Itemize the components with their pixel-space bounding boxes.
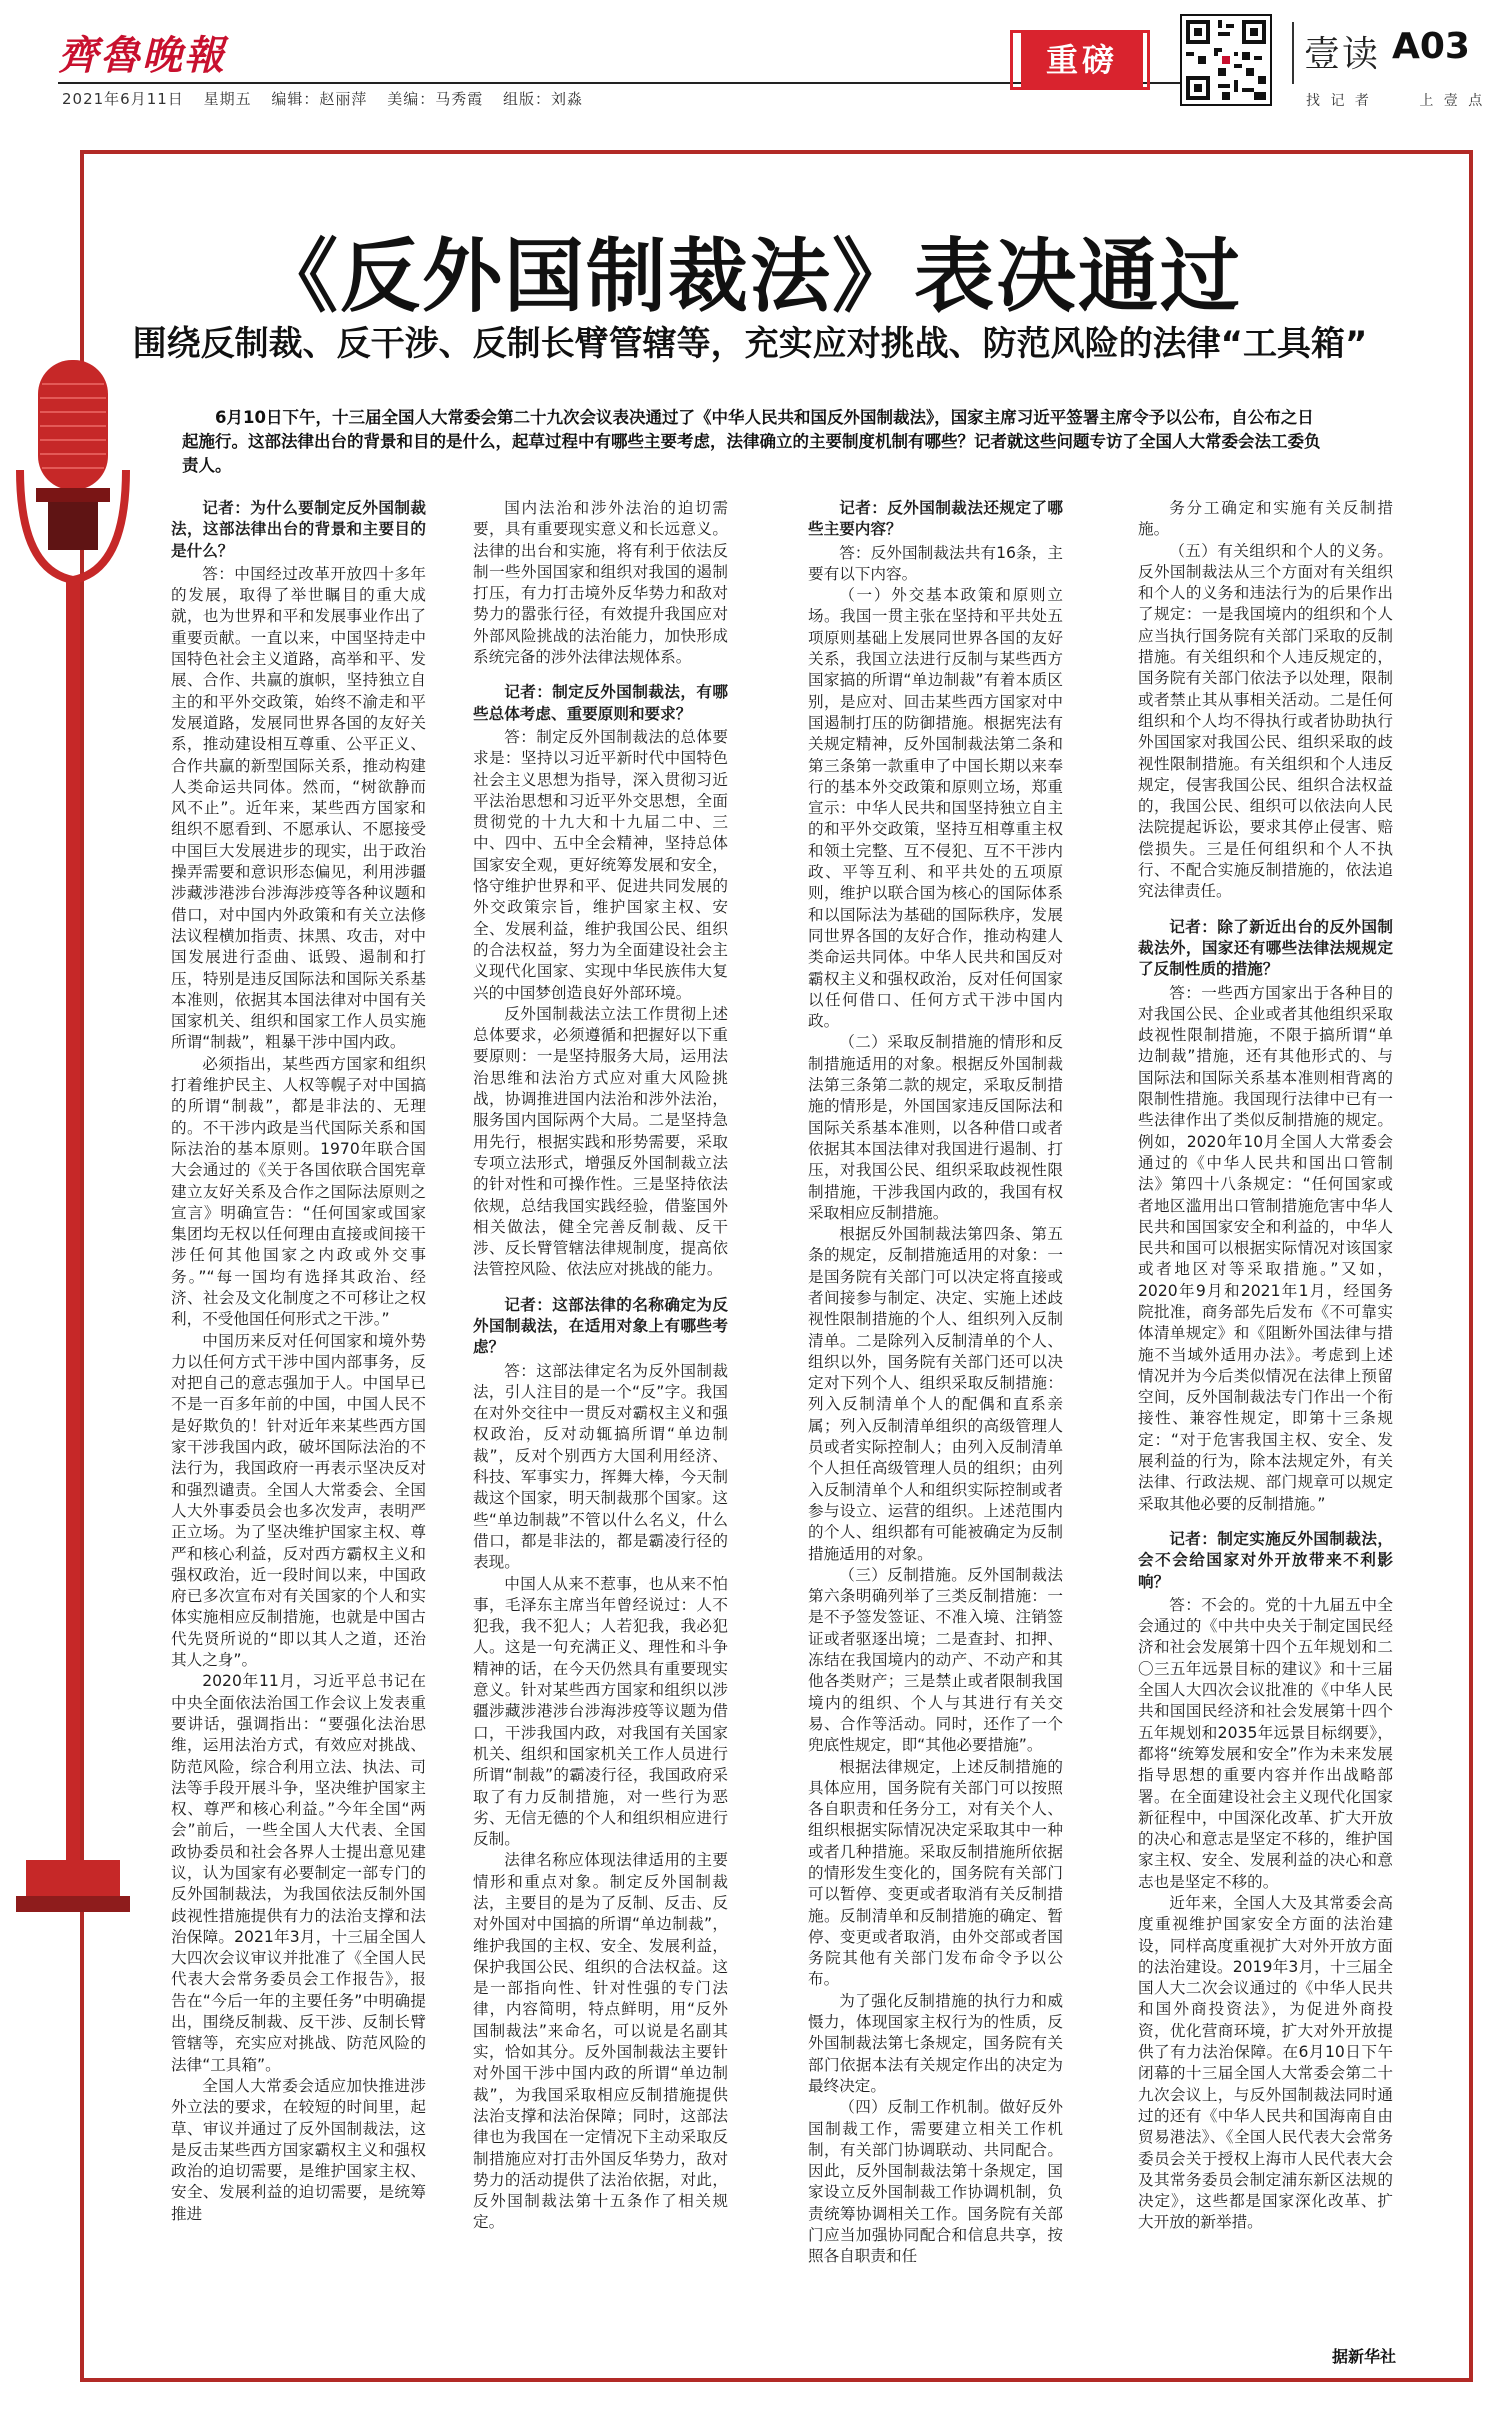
issue-weekday: 星期五 xyxy=(203,90,252,108)
microphone-icon xyxy=(0,360,150,1960)
article-paragraph: 2020年11月，习近平总书记在中央全面依法治国工作会议上发表重要讲话，强调指出：“要强化法治思维，运用法治方式，有效应对挑战、防范风险，综合利用立法、执法、司法等手段开展斗争，坚决维护国家主权、尊严和核心利益。”今年全国“两会”前后，一些全国人大代表、全国政协委员和社会各界人士提出意见建议，认为国家有必要制定一部专门的反外国制裁法，为我国依法反制外国歧视性措施提供有力的法治支撑和法治保障。2021年3月，十三届全国人大四次会议审议并批准了《全国人民代表大会常务委员会工作报告》，报告在“今后一年的主要任务”中明确提出，围绕反制裁、反干涉、反制长臂管辖等，充实应对挑战、防范风险的法律“工具箱”。 xyxy=(171,1672,426,2074)
qr-caption-right: 上 壹 点 xyxy=(1419,93,1486,109)
article-paragraph: 务分工确定和实施有关反制措施。 xyxy=(1138,499,1393,539)
article-paragraph: 答：中国经过改革开放四十多年的发展，取得了举世瞩目的重大成就，也为世界和平和发展事业作出了重要贡献。一直以来，中国坚持走中国特色社会主义道路，高举和平、发展、合作、共赢的旗帜，坚持独立自主的和平外交政策，始终不渝走和平发展道路，发展同世界各国的友好关系，推动建设相互尊重、公平正义、合作共赢的新型国际关系，推动构建人类命运共同体。然而，“树欲静而风不止”。近年来，某些西方国家和组织不愿看到、不愿承认、不愿接受中国巨大发展进步的现实，出于政治操弄需要和意识形态偏见，利用涉疆涉藏涉港涉台涉海涉疫等各种议题和借口，对中国内外政策和有关立法修法议程横加指责、抹黑、攻击，对中国发展进行歪曲、诋毁、遏制和打压，特别是违反国际法和国际关系基本准则，依据其本国法律对中国有关国家机关、组织和国家工作人员实施所谓“制裁”，粗暴干涉中国内政。 xyxy=(171,564,426,1052)
article-paragraph: 全国人大常委会适应加快推进涉外立法的要求，在较短的时间里，起草、审议并通过了反外国制裁法，这是反击某些西方国家霸权主义和强权政治的迫切需要，是维护国家主权、安全、发展利益的迫切需要，是统筹推进 xyxy=(171,2076,426,2223)
layout-credit: 组版：刘淼 xyxy=(502,90,583,108)
article-paragraph: （三）反制措施。反外国制裁法第六条明确列举了三类反制措施：一是不予签发签证、不准入境、注销签证或者驱逐出境；二是查封、扣押、冻结在我国境内的动产、不动产和其他各类财产；三是禁止或者限制我国境内的组织、个人与其进行有关交易、合作等活动。同时，还作了一个兜底性规定，即“其他必要措施”。 xyxy=(808,1565,1063,1755)
article-paragraph: 必须指出，某些西方国家和组织打着维护民主、人权等幌子对中国搞的所谓“制裁”，都是非法的、无理的。不干涉内政是当代国际关系和国际法治的基本原则。1970年联合国大会通过的《关于各国依联合国宪章建立友好关系及合作之国际法原则之宣言》明确宣告：“任何国家或国家集团均无权以任何理由直接或间接干涉任何其他国家之内政或外交事务。”“每一国均有选择其政治、经济、社会及文化制度之不可移让之权利，不受他国任何形式之干涉。” xyxy=(171,1054,426,1329)
article-paragraph: 法律名称应体现法律适用的主要情形和重点对象。制定反外国制裁法，主要目的是为了反制、反击、反对外国对中国搞的所谓“单边制裁”，维护我国的主权、安全、发展利益，保护我国公民、组织的合法权益。这是一部指向性、针对性强的专门法律，内容简明，特点鲜明，用“反外国制裁法”来命名，可以说是名副其实，恰如其分。反外国制裁法主要针对外国干涉中国内政的所谓“单边制裁”，为我国采取相应反制措施提供法治支撑和法治保障；同时，这部法律也为我国在一定情况下主动采取反制措施应对打击外国反华势力，敌对势力的活动提供了法治依据，对此，反外国制裁法第十五条作了相关规定。 xyxy=(473,1851,728,2232)
article-column-4 xyxy=(1138,498,1393,2234)
article-paragraph: （二）采取反制措施的情形和反制措施适用的对象。根据反外国制裁法第三条第二款的规定，采取反制措施的情形是，外国国家违反国际法和国际关系基本准则，以各种借口或者依据其本国法律对我国进行遏制、打压，对我国公民、组织采取歧视性限制措施，干涉我国内政的，我国有权采取相应反制措施。 xyxy=(808,1033,1063,1222)
article-column-3 xyxy=(808,498,1063,2268)
article-paragraph: 反外国制裁法立法工作贯彻上述总体要求，必须遵循和把握好以下重要原则：一是坚持服务大局，运用法治思维和法治方式应对重大风险挑战，协调推进国内法治和涉外法治，服务国内国际两个大局。二是坚持急用先行，根据实践和形势需要，采取专项立法形式，增强反外国制裁立法的针对性和可操作性。三是坚持依法依规，总结我国实践经验，借鉴国外相关做法，健全完善反制裁、反干涉、反长臂管辖法律规制度，提高依法管控风险、依法应对挑战的能力。 xyxy=(473,1004,728,1279)
section-badge-label: 重磅 xyxy=(1021,31,1143,89)
article-paragraph: 答：不会的。党的十九届五中全会通过的《中共中央关于制定国民经济和社会发展第十四个五年规划和二〇三五年远景目标的建议》和十三届全国人大四次会议批准的《中华人民共和国国民经济和社会发展第十四个五年规划和2035年远景目标纲要》，都将“统筹发展和安全”作为未来发展指导思想的重要内容并作出战略部署。在全面建设社会主义现代化国家新征程中，中国深化改革、扩大开放的决心和意志是坚定不移的，维护国家主权、安全、发展利益的决心和意志也是坚定不移的。 xyxy=(1138,1595,1393,1891)
interview-question: 记者：除了新近出台的反外国制裁法外，国家还有哪些法律法规规定了反制性质的措施？ xyxy=(1138,917,1393,979)
qr-code-icon[interactable] xyxy=(1180,14,1272,106)
article-paragraph: （四）反制工作机制。做好反外国制裁工作，需要建立相关工作机制，有关部门协调联动、共同配合。因此，反外国制裁法第十条规定，国家设立反外国制裁工作协调机制，负责统筹协调相关工作。国务院有关部门应当加强协同配合和信息共享，按照各自职责和任 xyxy=(808,2098,1063,2266)
article-column-1 xyxy=(171,498,426,2225)
masthead xyxy=(0,0,1500,140)
article-lede: 6月10日下午，十三届全国人大常委会第二十九次会议表决通过了《中华人民共和国反外国制裁法》，国家主席习近平签署主席令予以公布，自公布之日起施行。这部法律出台的背景和目的是什么，起草过程中有哪些主要考虑，法律确立的主要制度机制有哪些？记者就这些问题专访了全国人大常委会法工委负责人。 xyxy=(182,408,1321,475)
article-paragraph: 答：这部法律定名为反外国制裁法，引人注目的是一个“反”字。我国在对外交往中一贯反对霸权主义和强权政治，反对动辄搞所谓“单边制裁”，反对个别西方大国利用经济、科技、军事实力，挥舞大棒，今天制裁这个国家，明天制裁那个国家。这些“单边制裁”不管以什么名义，什么借口，都是非法的，都是霸凌行径的表现。 xyxy=(473,1361,728,1572)
art-editor-credit: 美编：马秀霞 xyxy=(387,90,484,108)
editor-credit: 编辑：赵丽萍 xyxy=(271,90,368,108)
page-number: A03 xyxy=(1392,26,1470,67)
interview-question: 记者：制定反外国制裁法，有哪些总体考虑、重要原则和要求？ xyxy=(473,683,728,723)
newspaper-logo: 齊魯晚報 xyxy=(58,32,226,79)
article-paragraph: （五）有关组织和个人的义务。反外国制裁法从三个方面对有关组织和个人的义务和违法行为的后果作出了规定：一是我国境内的组织和个人应当执行国务院有关部门采取的反制措施。有关组织和个人违反规定的，国务院有关部门依法予以处理，限制或者禁止其从事相关活动。二是任何组织和个人均不得执行或者协助执行外国国家对我国公民、组织采取的歧视性限制措施。有关组织和个人违反规定，侵害我国公民、组织合法权益的，我国公民、组织可以依法向人民法院提起诉讼，要求其停止侵害、赔偿损失。三是任何组织和个人不执行、不配合实施反制措施的，依法追究法律责任。 xyxy=(1138,541,1393,901)
interview-question: 记者：为什么要制定反外国制裁法，这部法律出台的背景和主要目的是什么？ xyxy=(171,499,426,560)
article-paragraph: 答：反外国制裁法共有16条，主要有以下内容。 xyxy=(808,543,1063,583)
article-paragraph: 国内法治和涉外法治的迫切需要，具有重要现实意义和长远意义。法律的出台和实施，将有利于依法反制一些外国国家和组织对我国的遏制打压，有力打击境外反华势力和敌对势力的嚣张行径，有效提升我国应对外部风险挑战的法治能力，加快形成系统完备的涉外法律法规体系。 xyxy=(473,499,728,667)
dateline xyxy=(62,88,597,109)
issue-date: 2021年6月11日 xyxy=(62,90,184,108)
subheadline: 围绕反制裁、反干涉、反制长臂管辖等，充实应对挑战、防范风险的法律“工具箱” xyxy=(132,324,1368,364)
section-badge xyxy=(1010,30,1150,90)
article-paragraph: 根据反外国制裁法第四条、第五条的规定，反制措施适用的对象：一是国务院有关部门可以决定将直接或者间接参与制定、决定、实施上述歧视性限制措施的个人、组织列入反制清单。二是除列入反制清单的个人、组织以外，国务院有关部门还可以决定对下列个人、组织采取反制措施：列入反制清单个人的配偶和直系亲属；列入反制清单组织的高级管理人员或者实际控制人；由列入反制清单个人担任高级管理人员的组织；由列入反制清单个人和组织实际控制或者参与设立、运营的组织。上述范围内的个人、组织都有可能被确定为反制措施适用的对象。 xyxy=(808,1225,1063,1563)
qr-caption xyxy=(1306,90,1485,110)
interview-question: 记者：制定实施反外国制裁法，会不会给国家对外开放带来不利影响？ xyxy=(1138,1529,1393,1591)
section-name: 壹读 xyxy=(1304,34,1381,75)
article-paragraph: 近年来，全国人大及其常委会高度重视维护国家安全方面的法治建设，同样高度重视扩大对外开放方面的法治建设。2019年3月，十三届全国人大二次会议通过的《中华人民共和国外商投资法》，为促进外商投资，优化营商环境，扩大对外开放提供了有力法治保障。在6月10日下午闭幕的十三届全国人大常委会第二十九次会议上，与反外国制裁法同时通过的还有《中华人民共和国海南自由贸易港法》、《全国人民代表大会常务委员会关于授权上海市人民代表大会及其常务委员会制定浦东新区法规的决定》，这些都是国家深化改革、扩大开放的新举措。 xyxy=(1138,1894,1393,2232)
article-paragraph: 为了强化反制措施的执行力和威慑力，体现国家主权行为的性质，反外国制裁法第七条规定，国务院有关部门依据本法有关规定作出的决定为最终决定。 xyxy=(808,1991,1063,2095)
qr-code-graphic xyxy=(1182,16,1270,104)
interview-question: 记者：这部法律的名称确定为反外国制裁法，在适用对象上有哪些考虑？ xyxy=(473,1295,728,1357)
article-paragraph: 答：制定反外国制裁法的总体要求是：坚持以习近平新时代中国特色社会主义思想为指导，深入贯彻习近平法治思想和习近平外交思想，全面贯彻党的十九大和十九届二中、三中、四中、五中全会精神，坚持总体国家安全观，更好统筹发展和安全，恪守维护世界和平、促进共同发展的外交政策宗旨，维护国家主权、安全、发展利益，维护我国公民、组织的合法权益，努力为全面建设社会主义现代化国家、实现中华民族伟大复兴的中国梦创造良好外部环境。 xyxy=(473,727,728,1002)
masthead-separator xyxy=(1292,22,1294,84)
source-byline: 据新华社 xyxy=(1332,2347,1397,2366)
article-paragraph: 答：一些西方国家出于各种目的对我国公民、企业或者其他组织采取歧视性限制措施，不限于搞所谓“单边制裁”措施，还有其他形式的、与国际法和国际关系基本准则相背离的限制性措施。我国现行法律中已有一些法律作出了类似反制措施的规定。例如，2020年10月全国人大常委会通过的《中华人民共和国出口管制法》第四十八条规定：“任何国家或者地区滥用出口管制措施危害中华人民共和国国家安全和利益的，中华人民共和国可以根据实际情况对该国家或者地区对等采取措施。”又如，2020年9月和2021年1月，经国务院批准，商务部先后发布《不可靠实体清单规定》和《阻断外国法律与措施不当域外适用办法》。考虑到上述情况并为今后类似情况在法律上预留空间，反外国制裁法专门作出一个衔接性、兼容性规定，即第十三条规定：“对于危害我国主权、安全、发展利益的行为，除本法规定外，有关法律、行政法规、部门规章可以规定采取其他必要的反制措施。” xyxy=(1138,983,1393,1513)
interview-question: 记者：反外国制裁法还规定了哪些主要内容？ xyxy=(808,499,1063,539)
headline: 《反外国制裁法》表决通过 xyxy=(258,230,1242,323)
article-paragraph: 中国人从来不惹事，也从来不怕事，毛泽东主席当年曾经说过：人不犯我，我不犯人；人若犯我，我必犯人。这是一句充满正义、理性和斗争精神的话，在今天仍然具有重要现实意义。针对某些西方国家和组织以涉疆涉藏涉港涉台涉海涉疫等议题为借口，干涉我国内政，对我国有关国家机关、组织和国家机关工作人员进行所谓“制裁”的霸凌行径，我国政府采取了有力反制措施，对一些行为恶劣、无信无德的个人和组织相应进行反制。 xyxy=(473,1574,728,1849)
article-paragraph: 中国历来反对任何国家和境外势力以任何方式干涉中国内部事务，反对把自己的意志强加于人。中国早已不是一百多年前的中国，中国人民不是好欺负的！针对近年来某些西方国家干涉我国内政，破坏国际法治的不法行为，我国政府一再表示坚决反对和强烈谴责。全国人大常委会、全国人大外事委员会也多次发声，表明严正立场。为了坚决维护国家主权、尊严和核心利益，反对西方霸权主义和强权政治，近一段时间以来，中国政府已多次宣布对有关国家的个人和实体实施相应反制措施，也就是中国古代先贤所说的“即以其人之道，还治其人之身”。 xyxy=(171,1331,426,1670)
article-column-2 xyxy=(473,498,728,2234)
qr-caption-left: 找 记 者 xyxy=(1306,93,1372,109)
article-paragraph: 根据法律规定，上述反制措施的具体应用，国务院有关部门可以按照各自职责和任务分工，对有关个人、组织根据实际情况决定采取其中一种或者几种措施。采取反制措施所依据的情形发生变化的，国务院有关部门可以暂停、变更或者取消有关反制措施。反制清单和反制措施的确定、暂停、变更或者取消，由外交部或者国务院其他有关部门发布命令予以公布。 xyxy=(808,1757,1063,1989)
article-paragraph: （一）外交基本政策和原则立场。我国一贯主张在坚持和平共处五项原则基础上发展同世界各国的友好关系，我国立法进行反制与某些西方国家搞的所谓“单边制裁”有着本质区别，是应对、回击某些西方国家对中国遏制打压的防御措施。根据宪法有关规定精神，反外国制裁法第二条和第三条第一款重申了中国长期以来奉行的基本外交政策和原则立场，郑重宣示：中华人民共和国坚持独立自主的和平外交政策，坚持互相尊重主权和领土完整、互不侵犯、互不干涉内政、平等互利、和平共处的五项原则，维护以联合国为核心的国际体系和以国际法为基础的国际秩序，发展同世界各国的友好合作，推动构建人类命运共同体。中华人民共和国反对霸权主义和强权政治，反对任何国家以任何借口、任何方式干涉中国内政。 xyxy=(808,586,1063,1031)
